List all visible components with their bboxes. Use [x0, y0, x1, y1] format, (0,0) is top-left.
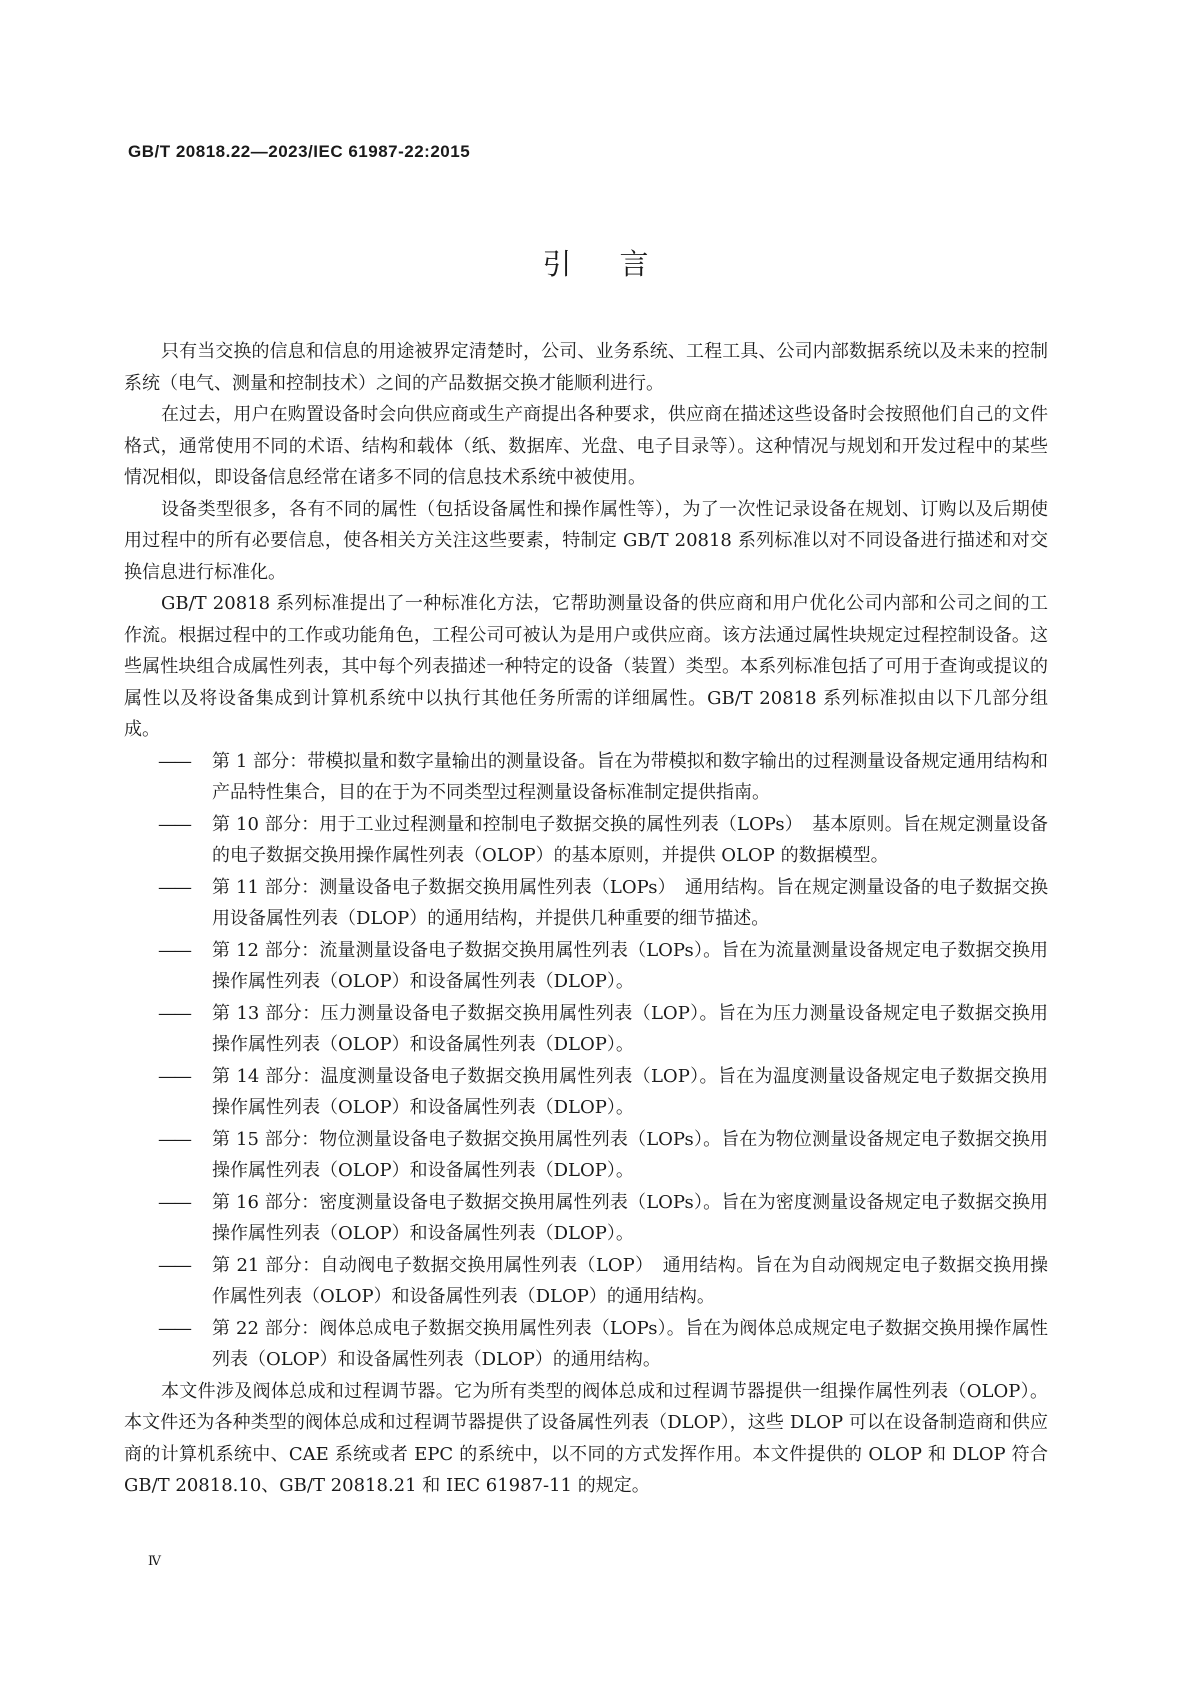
dash-marker: ——: [158, 813, 190, 835]
list-item-text: 第 10 部分：用于工业过程测量和控制电子数据交换的属性列表（LOPs） 基本原则。旨在规定测量设备的电子数据交换用操作属性列表（OLOP）的基本原则，并提供 OLOP 的数据模型。: [212, 813, 1048, 866]
dash-marker: ——: [158, 750, 190, 772]
page-title: 引言: [542, 247, 697, 281]
list-item: [124, 1313, 1048, 1376]
list-item: [124, 1124, 1048, 1187]
dash-marker: ——: [158, 1065, 190, 1087]
list-item: [124, 746, 1048, 809]
list-item-text: 第 12 部分：流量测量设备电子数据交换用属性列表（LOPs）。旨在为流量测量设备规定电子数据交换用操作属性列表（OLOP）和设备属性列表（DLOP）。: [212, 939, 1048, 992]
list-item: [124, 998, 1048, 1061]
list-item: [124, 872, 1048, 935]
standard-number-header: GB/T 20818.22—2023/IEC 61987-22:2015: [128, 142, 471, 161]
list-item: [124, 1250, 1048, 1313]
paragraph: GB/T 20818 系列标准提出了一种标准化方法，它帮助测量设备的供应商和用户优化公司内部和公司之间的工作流。根据过程中的工作或功能角色，工程公司可被认为是用户或供应商。该方法通过属性块规定过程控制设备。这些属性块组合成属性列表，其中每个列表描述一种特定的设备（装置）类型。本系列标准包括了可用于查询或提议的属性以及将设备集成到计算机系统中以执行其他任务所需的详细属性。GB/T 20818 系列标准拟由以下几部分组成。: [124, 593, 1048, 740]
list-item-text: 第 16 部分：密度测量设备电子数据交换用属性列表（LOPs）。旨在为密度测量设备规定电子数据交换用操作属性列表（OLOP）和设备属性列表（DLOP）。: [212, 1191, 1048, 1244]
list-item: [124, 1061, 1048, 1124]
paragraph: 设备类型很多，各有不同的属性（包括设备属性和操作属性等），为了一次性记录设备在规划、订购以及后期使用过程中的所有必要信息，使各相关方关注这些要素，特制定 GB/T 20818 系列标准以对不同设备进行描述和对交换信息进行标准化。: [124, 498, 1048, 583]
list-item-text: 第 13 部分：压力测量设备电子数据交换用属性列表（LOP）。旨在为压力测量设备规定电子数据交换用操作属性列表（OLOP）和设备属性列表（DLOP）。: [212, 1002, 1048, 1055]
dash-marker: ——: [158, 1317, 190, 1339]
series-parts-list: [124, 746, 1048, 1376]
list-item: [124, 1187, 1048, 1250]
paragraph: 本文件涉及阀体总成和过程调节器。它为所有类型的阀体总成和过程调节器提供一组操作属性列表（OLOP）。本文件还为各种类型的阀体总成和过程调节器提供了设备属性列表（DLOP），这些 DLOP 可以在设备制造商和供应商的计算机系统中、CAE 系统或者 EPC 的系统中，以不同的方式发挥作用。本文件提供的 OLOP 和 DLOP 符合 GB/T 20818.10、GB/T 20818.21 和 IEC 61987-11 的规定。: [124, 1380, 1048, 1496]
list-item: [124, 935, 1048, 998]
list-item: [124, 809, 1048, 872]
dash-marker: ——: [158, 1254, 190, 1276]
dash-marker: ——: [158, 876, 190, 898]
dash-marker: ——: [158, 939, 190, 961]
dash-marker: ——: [158, 1128, 190, 1150]
dash-marker: ——: [158, 1191, 190, 1213]
list-item-text: 第 11 部分：测量设备电子数据交换用属性列表（LOPs） 通用结构。旨在规定测量设备的电子数据交换用设备属性列表（DLOP）的通用结构，并提供几种重要的细节描述。: [212, 876, 1048, 929]
page-number: Ⅳ: [148, 1554, 161, 1569]
paragraph: 在过去，用户在购置设备时会向供应商或生产商提出各种要求，供应商在描述这些设备时会按照他们自己的文件格式，通常使用不同的术语、结构和载体（纸、数据库、光盘、电子目录等）。这种情况与规划和开发过程中的某些情况相似，即设备信息经常在诸多不同的信息技术系统中被使用。: [124, 404, 1048, 488]
list-item-text: 第 21 部分：自动阀电子数据交换用属性列表（LOP） 通用结构。旨在为自动阀规定电子数据交换用操作属性列表（OLOP）和设备属性列表（DLOP）的通用结构。: [212, 1254, 1048, 1307]
list-item-text: 第 15 部分：物位测量设备电子数据交换用属性列表（LOPs）。旨在为物位测量设备规定电子数据交换用操作属性列表（OLOP）和设备属性列表（DLOP）。: [212, 1128, 1048, 1181]
paragraph: 只有当交换的信息和信息的用途被界定清楚时，公司、业务系统、工程工具、公司内部数据系统以及未来的控制系统（电气、测量和控制技术）之间的产品数据交换才能顺利进行。: [124, 341, 1048, 394]
list-item-text: 第 14 部分：温度测量设备电子数据交换用属性列表（LOP）。旨在为温度测量设备规定电子数据交换用操作属性列表（OLOP）和设备属性列表（DLOP）。: [212, 1065, 1048, 1118]
dash-marker: ——: [158, 1002, 190, 1024]
list-item-text: 第 1 部分：带模拟量和数字量输出的测量设备。旨在为带模拟和数字输出的过程测量设备规定通用结构和产品特性集合，目的在于为不同类型过程测量设备标准制定提供指南。: [212, 750, 1048, 803]
list-item-text: 第 22 部分：阀体总成电子数据交换用属性列表（LOPs）。旨在为阀体总成规定电子数据交换用操作属性列表（OLOP）和设备属性列表（DLOP）的通用结构。: [212, 1317, 1048, 1370]
document-body: [124, 336, 1048, 1502]
